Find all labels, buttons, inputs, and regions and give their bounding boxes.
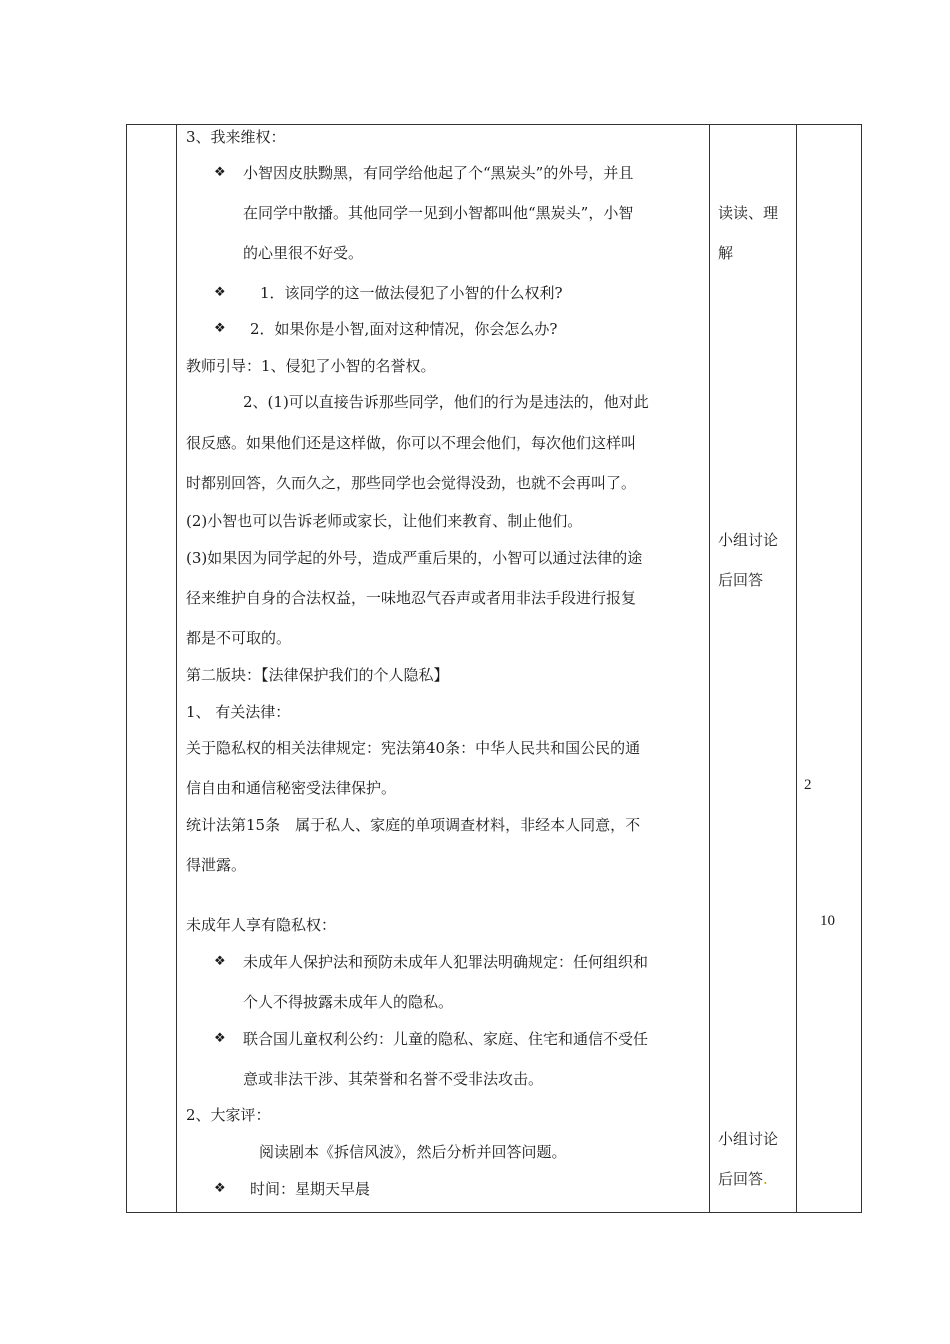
- table-column-divider: [709, 124, 710, 1213]
- time-value: 2: [804, 777, 812, 793]
- content-line: 2、大家评：: [186, 1106, 271, 1124]
- content-line: 2．如果你是小智,面对这种情况，你会怎么办?: [250, 320, 558, 338]
- activity-line: 后回答.: [718, 1170, 768, 1188]
- activity-line: 小组讨论: [718, 1130, 779, 1148]
- content-line: 信自由和通信秘密受法律保护。: [186, 779, 397, 797]
- content-line: 第二版块：【法律保护我们的个人隐私】: [186, 666, 449, 684]
- content-line: 3、我来维权：: [186, 128, 286, 146]
- content-line: 2、(1)可以直接告诉那些同学，他们的行为是违法的，他对此: [243, 393, 649, 411]
- content-line: 关于隐私权的相关法律规定：宪法第40条：中华人民共和国公民的通: [186, 739, 641, 757]
- diamond-bullet-icon: ❖: [214, 165, 226, 180]
- content-line: 径来维护自身的合法权益，一味地忍气吞声或者用非法手段进行报复: [186, 589, 637, 607]
- activity-line: 后回答: [718, 571, 764, 589]
- activity-line: 读读、理: [718, 204, 779, 222]
- content-line: (2)小智也可以告诉老师或家长，让他们来教育、制止他们。: [186, 512, 583, 530]
- diamond-bullet-icon: ❖: [214, 321, 226, 336]
- table-column-divider: [176, 124, 177, 1213]
- activity-line: 解: [718, 244, 734, 262]
- diamond-bullet-icon: ❖: [214, 1181, 226, 1196]
- time-value: 10: [820, 913, 835, 929]
- content-line: 意或非法干涉、其荣誉和名誉不受非法攻击。: [243, 1070, 544, 1088]
- content-line: 未成年人保护法和预防未成年人犯罪法明确规定：任何组织和: [243, 953, 649, 971]
- diamond-bullet-icon: ❖: [214, 1031, 226, 1046]
- content-line: 都是不可取的。: [186, 629, 292, 647]
- period-mark: .: [763, 1170, 768, 1188]
- activity-line: 小组讨论: [718, 531, 779, 549]
- content-line: 的心里很不好受。: [243, 244, 364, 262]
- content-line: 1、 有关法律：: [186, 703, 291, 721]
- diamond-bullet-icon: ❖: [214, 954, 226, 969]
- content-line: 很反感。如果他们还是这样做，你可以不理会他们，每次他们这样叫: [186, 434, 637, 452]
- content-line: 小智因皮肤黝黑，有同学给他起了个“黑炭头”的外号，并且: [243, 164, 634, 182]
- content-line: 阅读剧本《拆信风波》，然后分析并回答问题。: [259, 1143, 567, 1161]
- content-line: 联合国儿童权利公约：儿童的隐私、家庭、住宅和通信不受任: [243, 1030, 649, 1048]
- content-line: 1．该同学的这一做法侵犯了小智的什么权利?: [260, 284, 563, 302]
- content-line: 得泄露。: [186, 856, 247, 874]
- diamond-bullet-icon: ❖: [214, 285, 226, 300]
- content-line: 个人不得披露未成年人的隐私。: [243, 993, 454, 1011]
- content-line: 未成年人享有隐私权：: [186, 916, 337, 934]
- content-line: 时间：星期天早晨: [250, 1180, 371, 1198]
- content-line: (3)如果因为同学起的外号，造成严重后果的，小智可以通过法律的途: [186, 549, 643, 567]
- content-line: 统计法第15条 属于私人、家庭的单项调查材料，非经本人同意，不: [186, 816, 641, 834]
- content-line: 在同学中散播。其他同学一见到小智都叫他“黑炭头”，小智: [243, 204, 634, 222]
- table-column-divider: [796, 124, 797, 1213]
- content-line: 时都别回答，久而久之，那些同学也会觉得没劲，也就不会再叫了。: [186, 474, 637, 492]
- content-line: 教师引导：1、侵犯了小智的名誉权。: [186, 357, 436, 375]
